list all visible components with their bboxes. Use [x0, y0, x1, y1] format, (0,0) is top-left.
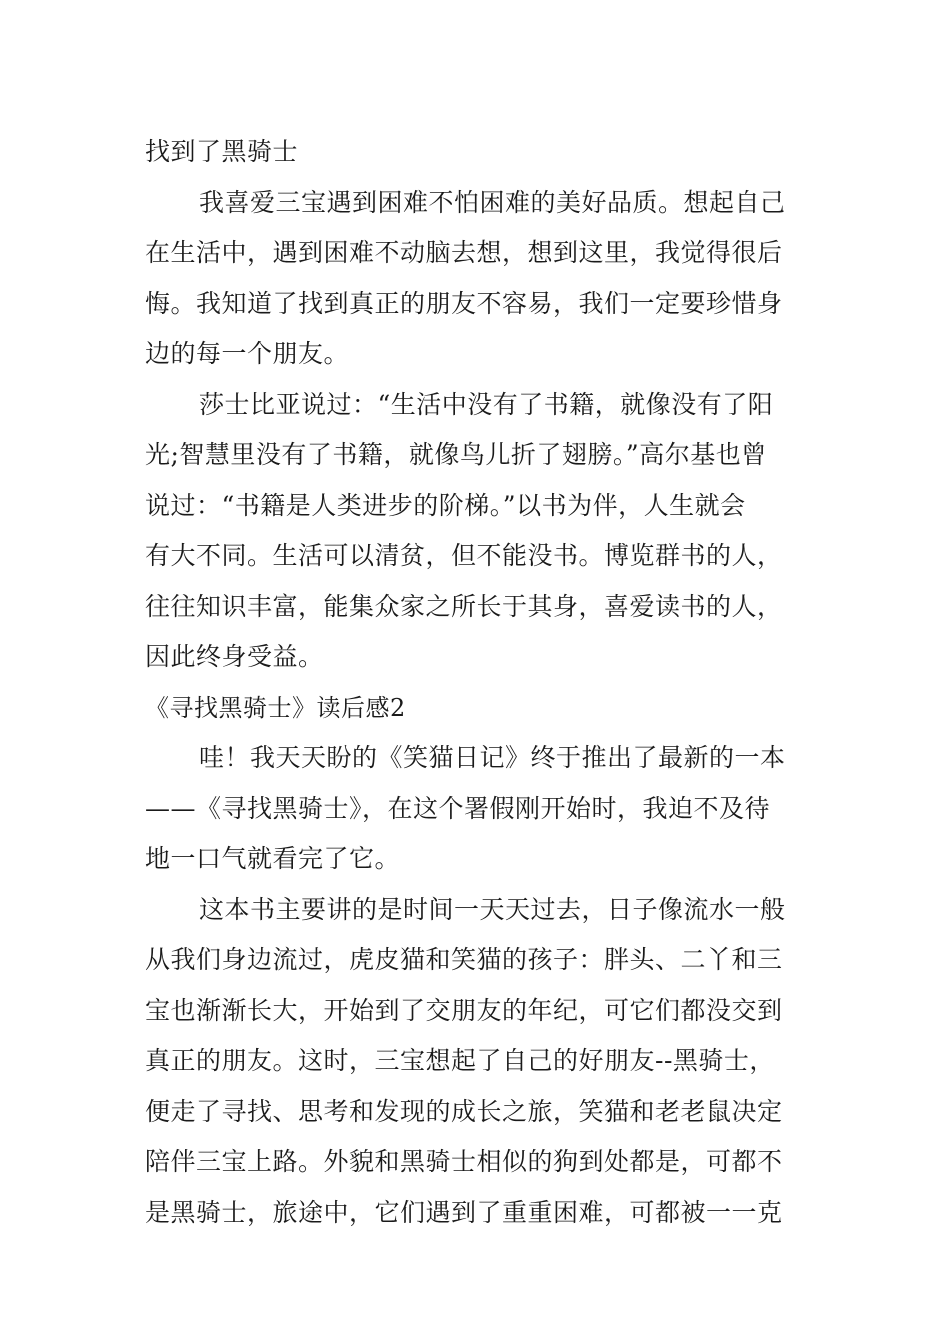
text-line: 便走了寻找、思考和发现的成长之旅，笑猫和老老鼠决定 [145, 1096, 783, 1126]
text-line: 边的每一个朋友。 [145, 339, 350, 368]
text-line: 在生活中，遇到困难不动脑去想，想到这里，我觉得很后 [145, 238, 783, 267]
text-line: 这本书主要讲的是时间一天天过去，日子像流水一般 [199, 894, 786, 924]
section-heading: 《寻找黑骑士》读后感2 [145, 693, 406, 722]
text-line: 往往知识丰富，能集众家之所长于其身，喜爱读书的人， [145, 591, 783, 621]
text-line: 是黑骑士，旅途中，它们遇到了重重困难，可都被一一克 [145, 1197, 783, 1227]
text-line: 哇！我天天盼的《笑猫日记》终于推出了最新的一本 [199, 743, 786, 772]
text-line: ——《寻找黑骑士》，在这个署假刚开始时，我迫不及待 [145, 793, 771, 823]
text-line: 地一口气就看完了它。 [145, 844, 401, 873]
text-line: 我喜爱三宝遇到困难不怕困难的美好品质。想起自己 [199, 187, 786, 217]
text-line: 宝也渐渐长大，开始到了交朋友的年纪，可它们都没交到 [145, 995, 783, 1025]
text-line: 有大不同。生活可以清贫，但不能没书。博览群书的人， [145, 541, 783, 570]
text-line: 找到了黑骑士 [145, 137, 299, 166]
text-line: 莎士比亚说过：“生活中没有了书籍，就像没有了阳 [199, 389, 774, 419]
text-line: 光;智慧里没有了书籍，就像鸟儿折了翅膀。”高尔基也曾 [145, 440, 767, 469]
text-line: 从我们身边流过，虎皮猫和笑猫的孩子：胖头、二丫和三 [145, 945, 783, 974]
text-line: 因此终身受益。 [145, 642, 324, 671]
text-line: 陪伴三宝上路。外貌和黑骑士相似的狗到处都是，可都不 [145, 1147, 783, 1176]
text-line: 悔。我知道了找到真正的朋友不容易，我们一定要珍惜身 [145, 288, 783, 318]
text-line: 真正的朋友。这时，三宝想起了自己的好朋友--黑骑士， [145, 1046, 775, 1075]
text-line: 说过：“书籍是人类进步的阶梯。”以书为伴，人生就会 [145, 490, 746, 520]
document-body [145, 127, 820, 1238]
